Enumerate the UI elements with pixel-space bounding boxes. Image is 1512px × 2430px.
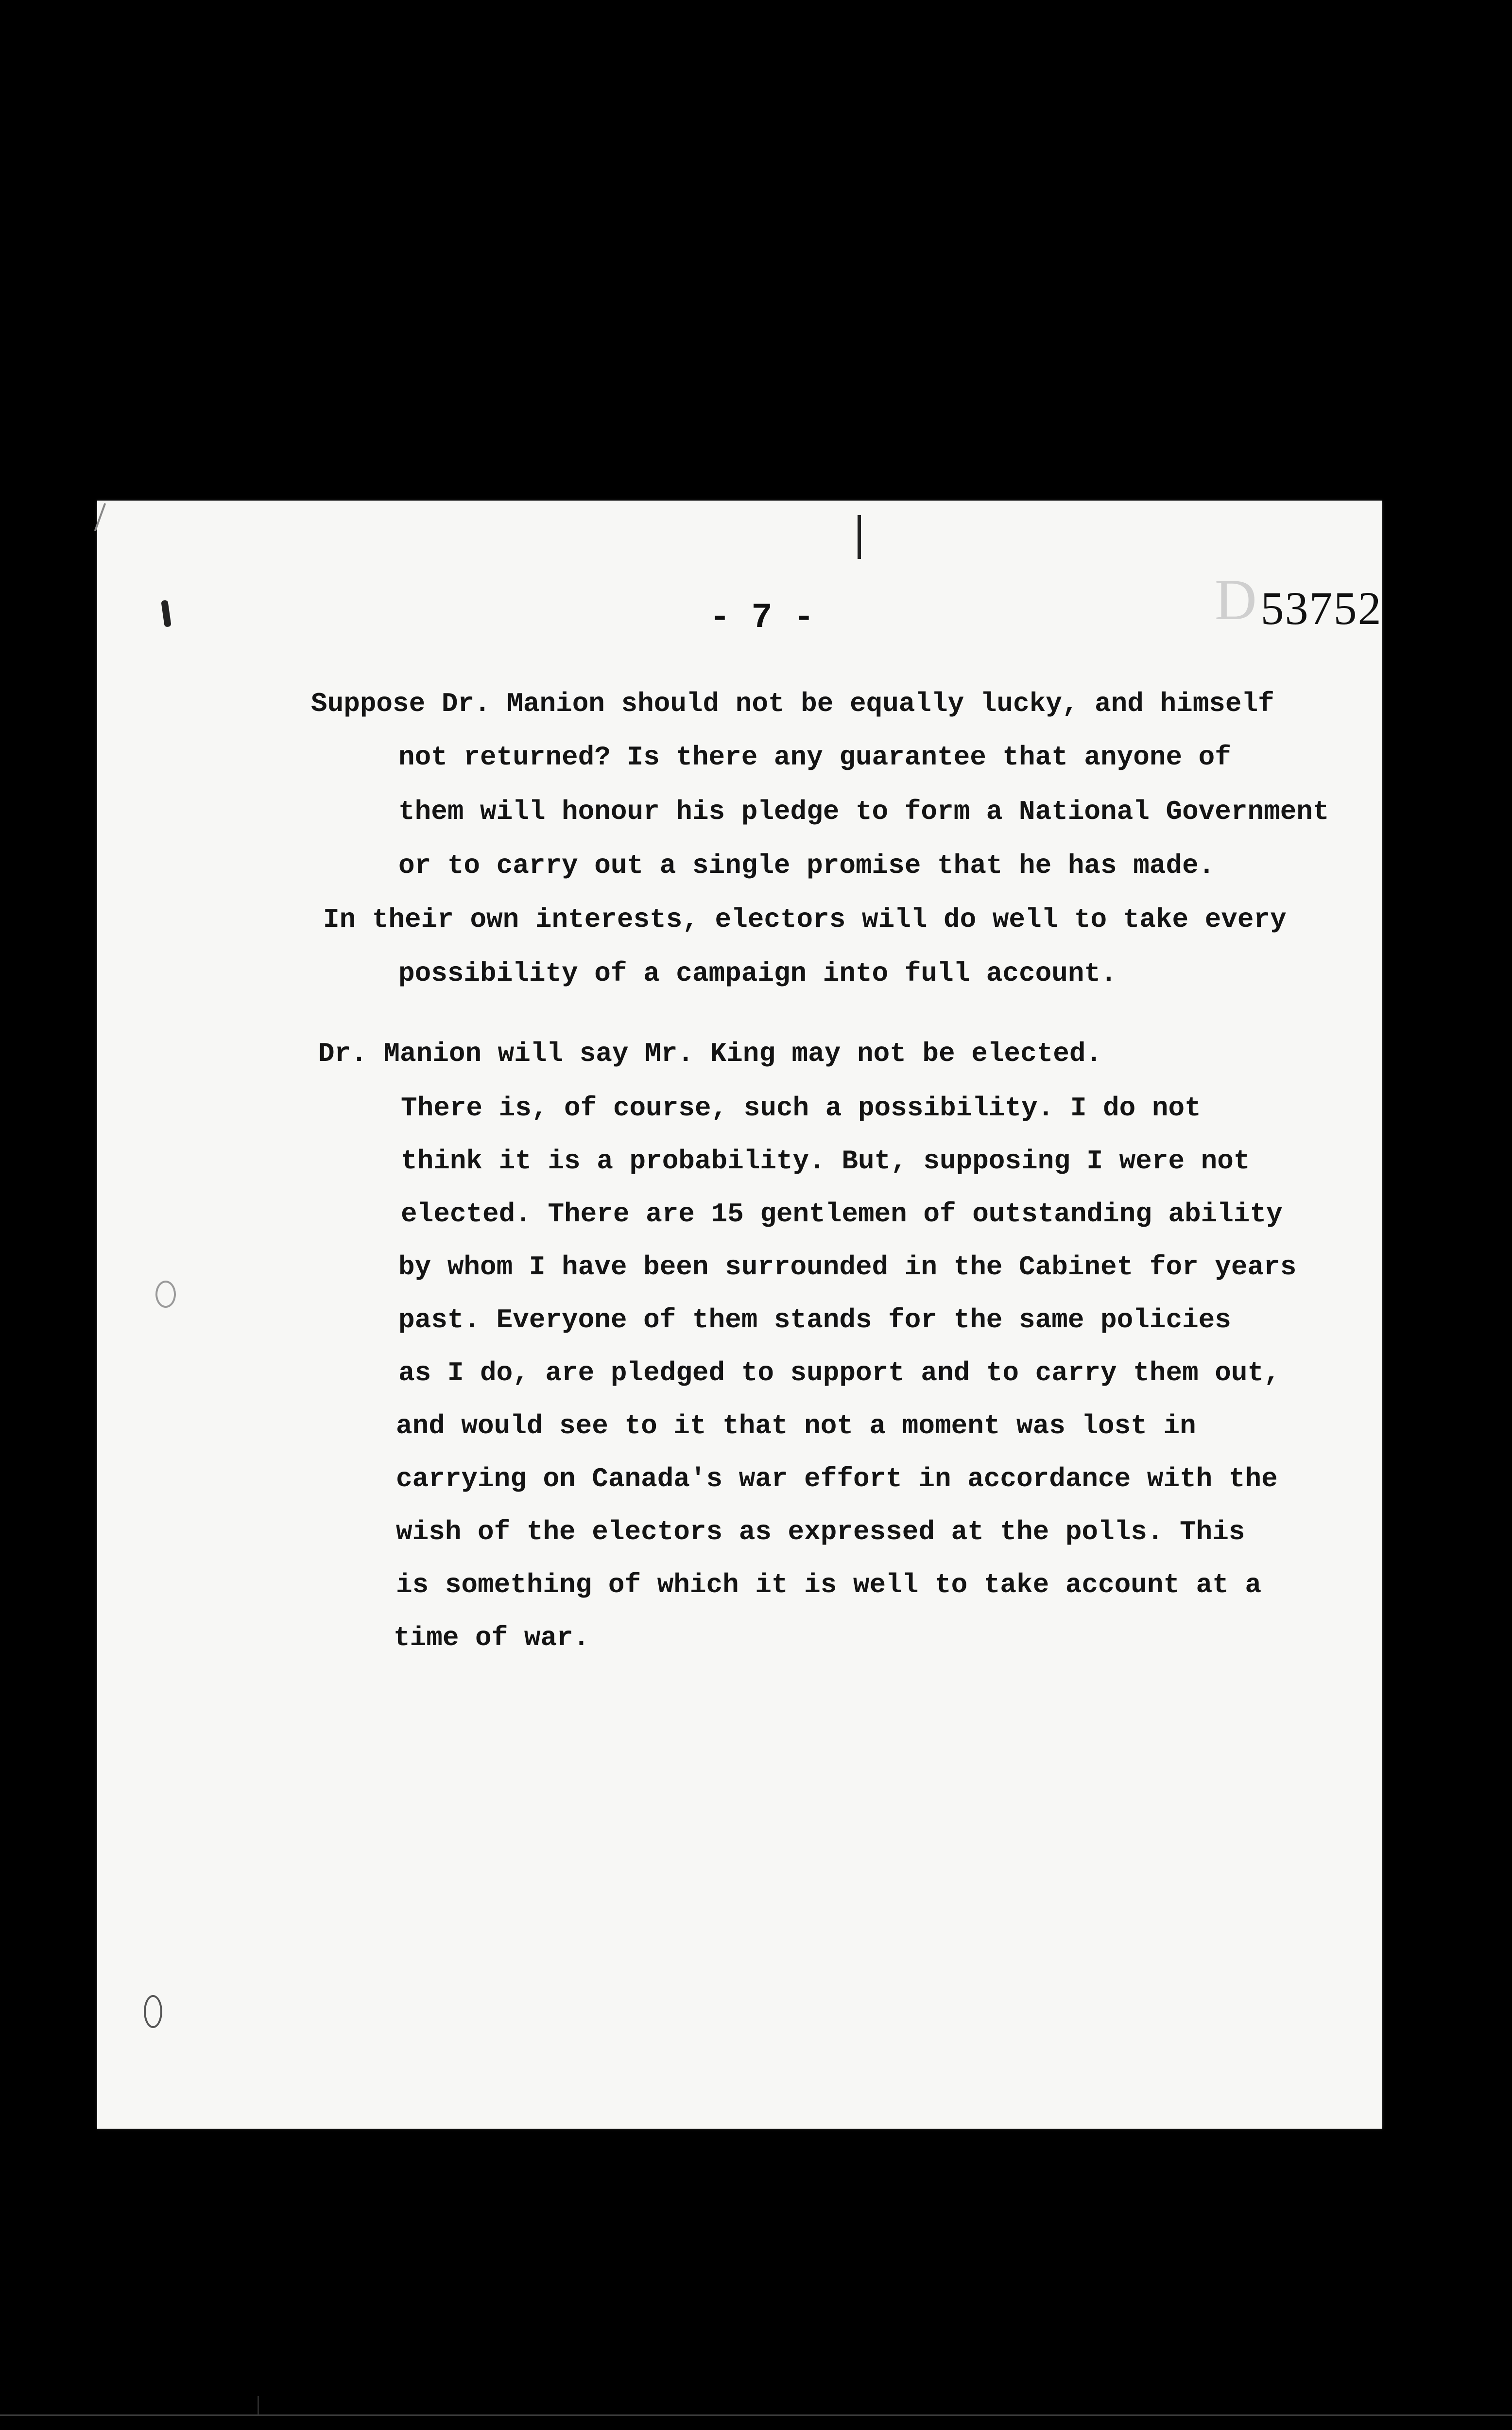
text-line: is something of which it is well to take account at a	[396, 1569, 1262, 1600]
text-line: not returned? Is there any guarantee that anyone of	[398, 742, 1231, 773]
text-line: as I do, are pledged to support and to carry them out,	[398, 1357, 1280, 1389]
margin-mark	[161, 600, 172, 627]
punch-hole-bottom	[144, 1995, 162, 2028]
text-line: and would see to it that not a moment was lost in	[396, 1410, 1196, 1441]
text-line: think it is a probability. But, supposing I were not	[401, 1146, 1250, 1177]
document-number-value: 53752	[1260, 582, 1382, 634]
text-line: There is, of course, such a possibility. I do not	[401, 1093, 1201, 1124]
text-line: Suppose Dr. Manion should not be equally lucky, and himself	[311, 688, 1274, 719]
text-line: Dr. Manion will say Mr. King may not be elected.	[318, 1038, 1102, 1069]
page-number: - 7 -	[709, 598, 815, 638]
text-line: elected. There are 15 gentlemen of outstanding ability	[401, 1198, 1283, 1230]
punch-hole-top	[155, 1281, 176, 1308]
document-page	[97, 501, 1382, 2129]
text-line: carrying on Canada's war effort in accordance with the	[396, 1463, 1278, 1494]
text-line: past. Everyone of them stands for the same policies	[398, 1304, 1231, 1336]
document-number	[1215, 566, 1382, 635]
top-mark	[858, 515, 861, 559]
film-edge-rule	[0, 2414, 1512, 2416]
text-line: In their own interests, electors will do well to take every	[323, 904, 1287, 935]
document-number-prefix: D	[1215, 567, 1257, 632]
text-line: possibility of a campaign into full account.	[398, 958, 1117, 989]
film-tick	[258, 2396, 259, 2415]
text-line: them will honour his pledge to form a National Government	[398, 796, 1329, 827]
text-line: or to carry out a single promise that he has made.	[398, 850, 1215, 881]
text-line: by whom I have been surrounded in the Cabinet for years	[398, 1251, 1297, 1283]
text-line: wish of the electors as expressed at the polls. This	[396, 1516, 1245, 1547]
text-line: time of war.	[394, 1622, 590, 1653]
